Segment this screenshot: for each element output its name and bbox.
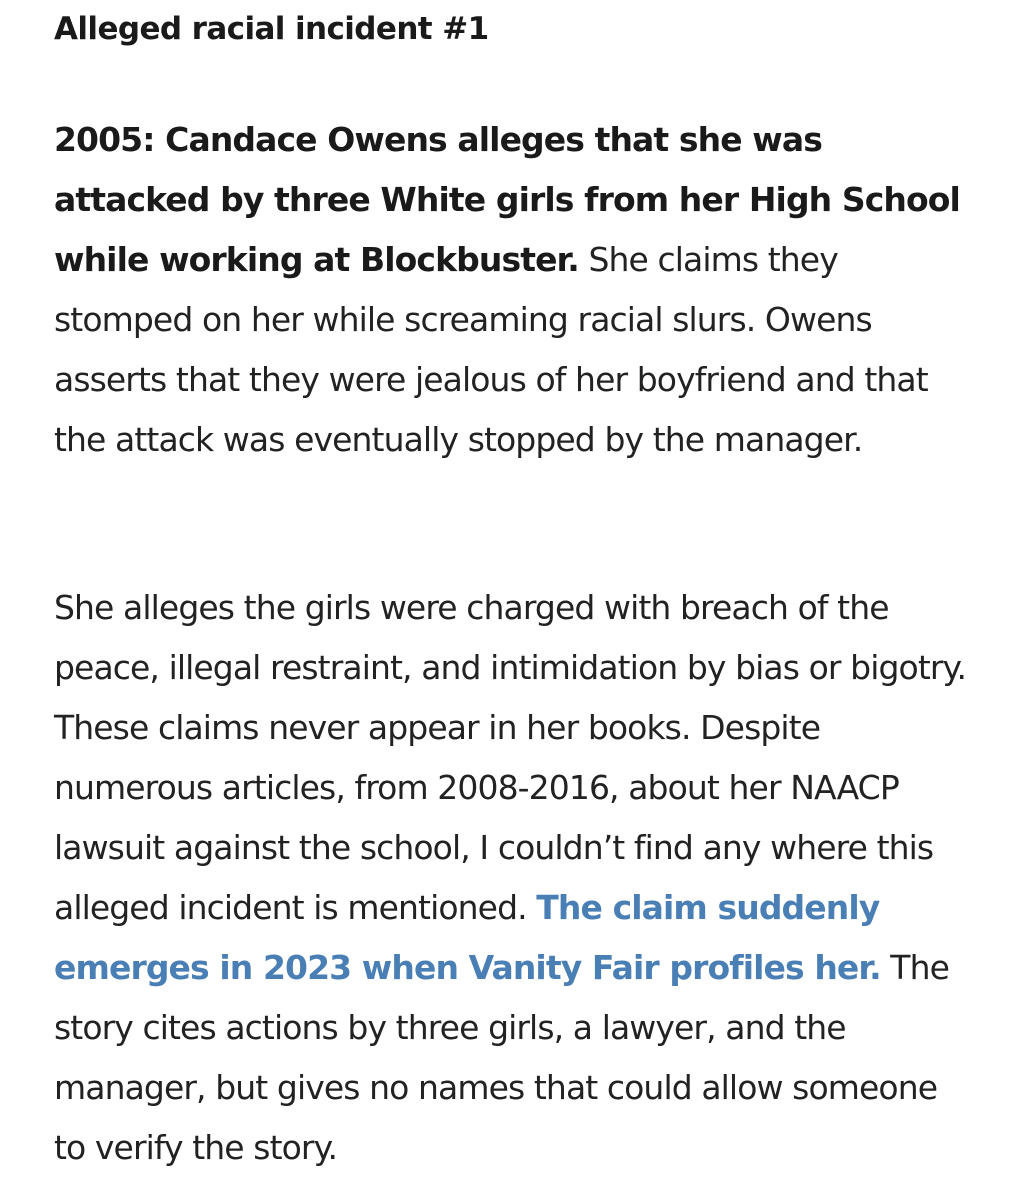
paragraph-analysis	[54, 578, 974, 1178]
section-heading: Alleged racial incident #1	[54, 11, 489, 47]
paragraph-text-after-link: The story cites actions by three girls, a lawyer, and the manager, but gives no names that could allow someone to verify the story.	[54, 948, 949, 1167]
paragraph-text-before-link: She alleges the girls were charged with breach of the peace, illegal restraint, and intimidation by bias or bigotry. These claims never appear in her books. Despite numerous articles, from 2008-2016, about her NAACP lawsuit against the school, I couldn’t find any where this alleged incident is mentioned.	[54, 588, 967, 927]
bold-lead-sentence: 2005: Candace Owens alleges that she was attacked by three White girls from her High School while working at Blockbuster.	[54, 120, 960, 279]
paragraph-text: She claims they stomped on her while screaming racial slurs. Owens asserts that they were jealous of her boyfriend and that the attack was eventually stopped by the manager.	[54, 240, 928, 459]
vanity-fair-link[interactable]: The claim suddenly emerges in 2023 when Vanity Fair profiles her.	[54, 888, 881, 987]
paragraph-incident-summary	[54, 110, 974, 470]
